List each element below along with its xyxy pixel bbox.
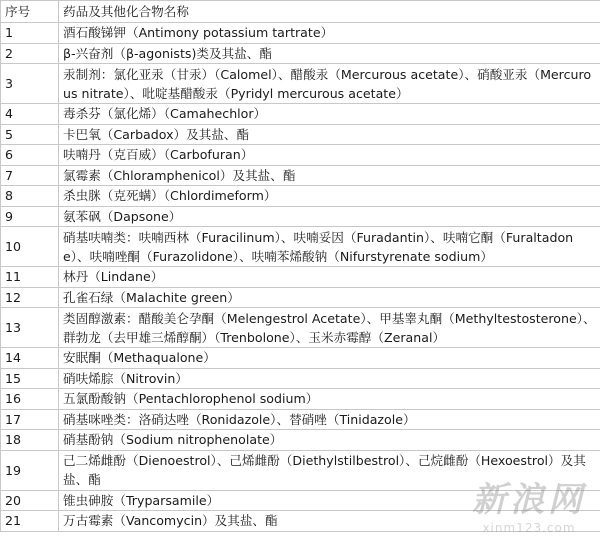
table-row: [1, 450, 600, 490]
row-number: 6: [1, 145, 59, 166]
table-row: [1, 389, 600, 410]
row-name: 林丹（Lindane）: [59, 267, 600, 288]
row-name: 毒杀芬（氯化烯）（Camahechlor）: [59, 104, 600, 125]
row-name: 硝基酚钠（Sodium nitrophenolate）: [59, 430, 600, 451]
table-row: [1, 511, 600, 532]
header-number: 序号: [1, 1, 59, 23]
row-number: 21: [1, 511, 59, 532]
row-name: 酒石酸锑钾（Antimony potassium tartrate）: [59, 23, 600, 44]
row-number: 18: [1, 430, 59, 451]
row-name: β-兴奋剂（β-agonists)类及其盐、酯: [59, 43, 600, 64]
row-name: 安眠酮（Methaqualone）: [59, 348, 600, 369]
table-row: [1, 348, 600, 369]
row-name: 五氯酚酸钠（Pentachlorophenol sodium）: [59, 389, 600, 410]
table-header-row: [1, 1, 600, 23]
row-number: 19: [1, 450, 59, 490]
table-row: [1, 165, 600, 186]
row-name: 硝呋烯腙（Nitrovin）: [59, 368, 600, 389]
row-number: 2: [1, 43, 59, 64]
table-row: [1, 206, 600, 227]
row-name: 万古霉素（Vancomycin）及其盐、酯: [59, 511, 600, 532]
row-number: 16: [1, 389, 59, 410]
table-row: [1, 104, 600, 125]
table-row: [1, 186, 600, 207]
row-name: 锥虫砷胺（Tryparsamile）: [59, 490, 600, 511]
table-row: [1, 145, 600, 166]
row-name: 硝基呋喃类：呋喃西林（Furacilinum）、呋喃妥因（Furadantin）、呋喃它酮（Furaltadone）、呋喃唑酮（Furazolidone）、呋喃苯烯酸钠（Nifurstyrenate sodium）: [59, 227, 600, 267]
row-number: 9: [1, 206, 59, 227]
row-number: 8: [1, 186, 59, 207]
table-row: [1, 308, 600, 348]
row-number: 10: [1, 227, 59, 267]
row-number: 14: [1, 348, 59, 369]
row-name: 孔雀石绿（Malachite green）: [59, 287, 600, 308]
row-number: 12: [1, 287, 59, 308]
header-name: 药品及其他化合物名称: [59, 1, 600, 23]
table-row: [1, 64, 600, 104]
table-row: [1, 267, 600, 288]
row-name: 汞制剂：氯化亚汞（甘汞）（Calomel）、醋酸汞（Mercurous acetate）、硝酸亚汞（Mercurous nitrate）、吡啶基醋酸汞（Pyridyl mercurous acetate）: [59, 64, 600, 104]
table-row: [1, 43, 600, 64]
table-row: [1, 490, 600, 511]
row-name: 氨苯砜（Dapsone）: [59, 206, 600, 227]
row-name: 硝基咪唑类：洛硝达唑（Ronidazole）、替硝唑（Tinidazole）: [59, 409, 600, 430]
row-number: 4: [1, 104, 59, 125]
table-row: [1, 124, 600, 145]
row-number: 11: [1, 267, 59, 288]
row-number: 3: [1, 64, 59, 104]
watermark-url: xinm123.com: [482, 521, 576, 535]
table-row: [1, 287, 600, 308]
row-name: 氯霉素（Chloramphenicol）及其盐、酯: [59, 165, 600, 186]
row-number: 13: [1, 308, 59, 348]
row-number: 7: [1, 165, 59, 186]
table-row: [1, 368, 600, 389]
watermark-logo-text: 新浪网: [472, 480, 586, 520]
table-row: [1, 227, 600, 267]
table-row: [1, 23, 600, 44]
table-row: [1, 430, 600, 451]
row-number: 5: [1, 124, 59, 145]
row-name: 类固醇激素：醋酸美仑孕酮（Melengestrol Acetate）、甲基睾丸酮（Methyltestosterone）、群勃龙（去甲雄三烯醇酮）（Trenbolone）、玉米赤霉醇（Zeranal）: [59, 308, 600, 348]
row-number: 15: [1, 368, 59, 389]
row-name: 己二烯雌酚（Dienoestrol）、己烯雌酚（Diethylstilbestrol）、己烷雌酚（Hexoestrol）及其盐、酯: [59, 450, 600, 490]
table-row: [1, 409, 600, 430]
row-name: 杀虫脒（克死螨）（Chlordimeform）: [59, 186, 600, 207]
row-number: 20: [1, 490, 59, 511]
row-name: 卡巴氧（Carbadox）及其盐、酯: [59, 124, 600, 145]
row-name: 呋喃丹（克百威）（Carbofuran）: [59, 145, 600, 166]
row-number: 17: [1, 409, 59, 430]
row-number: 1: [1, 23, 59, 44]
